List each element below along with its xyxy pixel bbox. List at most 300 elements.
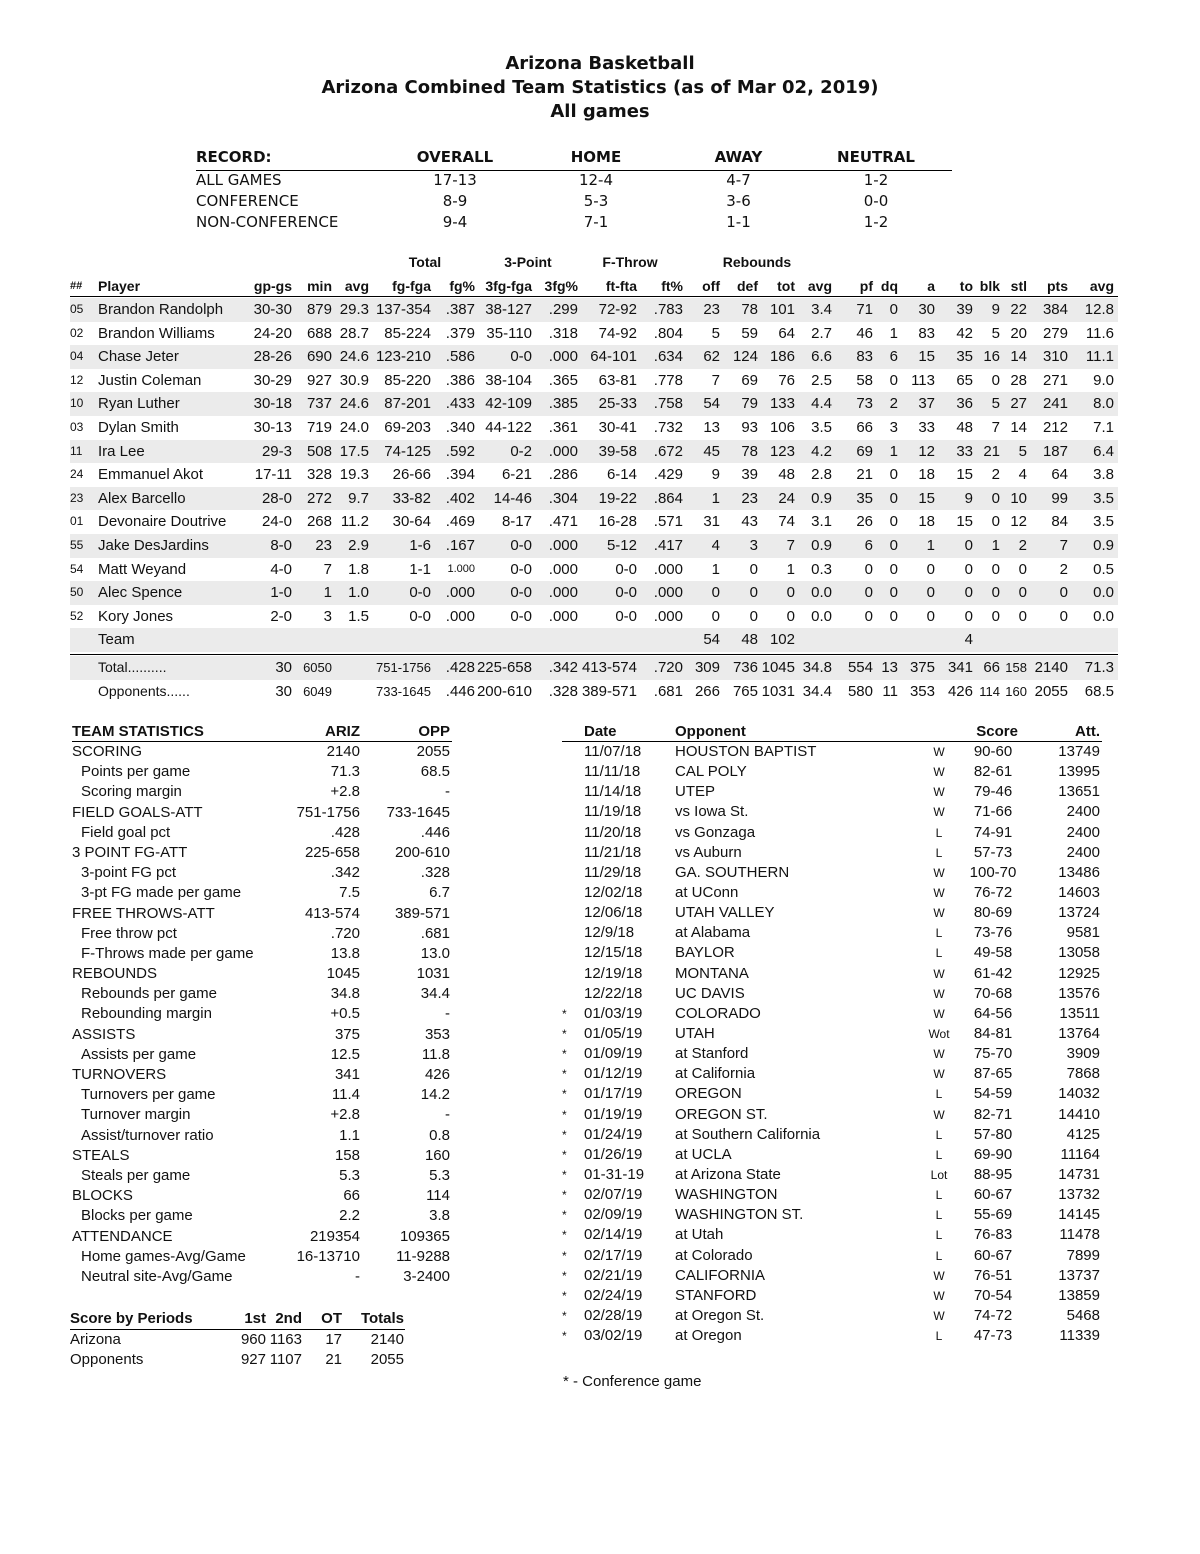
player-cell: 3 [889, 419, 898, 436]
player-cell: 0 [926, 560, 935, 578]
player-cell: 1.5 [348, 607, 369, 625]
team-stat-row [72, 782, 452, 802]
game-score: 84-81 [973, 1024, 1013, 1042]
player-cell: 4 [711, 537, 720, 554]
periods-cell: 2140 [370, 1331, 404, 1348]
player-row [70, 534, 1118, 558]
player-cell: 39 [956, 301, 973, 318]
game-attendance: 13859 [1058, 1286, 1100, 1304]
player-cell: 54 [70, 561, 84, 576]
player-cell: 186 [769, 348, 795, 366]
schedule-row [562, 1004, 1102, 1024]
team-stat-label: FIELD GOALS-ATT [72, 803, 203, 821]
game-opponent: WASHINGTON ST. [675, 1206, 804, 1224]
player-cell: 30-41 [598, 419, 637, 436]
player-cell: 0 [711, 607, 720, 625]
player-cell: 24-20 [253, 324, 292, 342]
game-attendance: 7868 [1066, 1065, 1100, 1083]
column-header: pf [859, 278, 873, 294]
player-cell: 0 [1059, 607, 1068, 625]
player-cell: Jake DesJardins [98, 537, 209, 554]
player-cell: 8.0 [1093, 395, 1114, 413]
player-cell: 04 [70, 349, 84, 364]
game-result: Wot [928, 1026, 950, 1041]
game-result: W [933, 785, 945, 800]
periods-cell: Arizona [70, 1331, 121, 1348]
player-cell: 12.8 [1084, 301, 1114, 318]
player-cell: .342 [548, 659, 578, 676]
schedule-row [562, 1044, 1102, 1064]
player-cell: 2.7 [811, 324, 832, 342]
schedule-row [562, 1125, 1102, 1145]
player-cell: 74 [778, 513, 795, 531]
player-cell: 16 [983, 348, 1000, 366]
player-cell: 113 [911, 371, 935, 389]
team-stat-opp: 0.8 [429, 1126, 450, 1144]
schedule-row [562, 1326, 1102, 1346]
player-cell: 0-2 [510, 442, 532, 460]
player-cell: 5 [711, 324, 720, 342]
player-cell: .778 [653, 371, 683, 389]
team-stat-ariz: 13.8 [330, 944, 360, 962]
record-cell: 1-2 [863, 213, 889, 231]
player-cell: 66 [856, 419, 873, 436]
game-score: 75-70 [973, 1045, 1013, 1063]
record-cell: 9-4 [442, 213, 468, 231]
player-cell: 71.3 [1084, 659, 1114, 676]
player-cell: 64 [778, 324, 795, 342]
team-stat-label: Rebounding margin [81, 1005, 212, 1023]
record-row [196, 171, 952, 192]
player-cell: Justin Coleman [98, 371, 202, 389]
player-cell: 4 [964, 631, 973, 649]
conference-marker: * [562, 1107, 567, 1122]
player-cell: 45 [703, 442, 720, 460]
player-cell: .299 [548, 301, 578, 318]
player-cell: 0 [1018, 560, 1027, 578]
player-cell: 106 [769, 419, 795, 436]
player-cell: 26 [856, 513, 873, 531]
game-result: W [933, 1308, 945, 1323]
schedule-header: Opponent [675, 723, 746, 740]
team-stat-ariz: 66 [343, 1187, 360, 1205]
player-cell: 0.9 [811, 489, 832, 507]
schedule-header-row [562, 723, 1102, 742]
player-cell: 123 [769, 442, 795, 460]
schedule-row [562, 742, 1102, 762]
game-date: 02/24/19 [584, 1286, 643, 1304]
player-cell: 6050 [303, 660, 332, 675]
team-stat-ariz: .720 [330, 924, 360, 942]
player-cell: 3 [323, 607, 332, 625]
column-header: dq [880, 278, 898, 294]
game-result: W [933, 966, 945, 981]
record-header-cell: RECORD: [196, 148, 272, 166]
game-score: 57-73 [973, 843, 1013, 861]
record-header-cell: OVERALL [416, 148, 494, 166]
game-opponent: vs Iowa St. [675, 803, 749, 821]
column-header: Player [98, 278, 141, 294]
game-attendance: 13749 [1058, 743, 1100, 760]
game-attendance: 14731 [1058, 1165, 1100, 1183]
player-cell: 02 [70, 325, 84, 340]
player-row [70, 656, 1118, 680]
periods-row [70, 1350, 405, 1370]
player-cell: 0-0 [615, 584, 637, 602]
game-opponent: at UConn [675, 883, 739, 901]
team-stat-label: Free throw pct [81, 924, 177, 942]
schedule-table [562, 723, 1102, 1346]
team-stat-ariz: 341 [334, 1066, 360, 1083]
player-cell: 266 [694, 682, 720, 700]
player-cell: 1 [323, 584, 332, 602]
game-date: 01/05/19 [584, 1024, 643, 1042]
game-result: W [933, 805, 945, 820]
game-score: 74-72 [973, 1306, 1013, 1324]
game-attendance: 4125 [1066, 1125, 1100, 1143]
player-row [70, 558, 1118, 582]
player-cell: 0 [991, 371, 1000, 389]
schedule-row [562, 1286, 1102, 1306]
player-cell: 7.1 [1093, 419, 1114, 436]
player-cell: 688 [306, 324, 332, 342]
record-header-row [196, 148, 952, 171]
player-cell: 79 [741, 395, 758, 413]
player-cell: 271 [1042, 371, 1068, 389]
team-stat-ariz: 71.3 [330, 763, 360, 781]
player-cell: .864 [653, 489, 683, 507]
player-cell: 0-0 [510, 607, 532, 625]
team-stat-opp: 389-571 [394, 904, 450, 922]
conference-marker: * [562, 1288, 567, 1303]
player-cell: 241 [1042, 395, 1068, 413]
player-cell: 42-109 [485, 395, 532, 413]
team-stat-label: Assist/turnover ratio [81, 1126, 214, 1144]
player-cell: .340 [445, 419, 475, 436]
player-cell: 14-46 [493, 489, 532, 507]
team-stat-row [72, 1227, 452, 1247]
team-stat-label: Turnover margin [81, 1106, 191, 1124]
player-cell: 0 [926, 584, 935, 602]
player-cell: 35 [856, 489, 873, 507]
column-header: avg [1089, 278, 1114, 294]
player-cell: Dylan Smith [98, 419, 179, 436]
player-cell: 160 [1005, 683, 1027, 699]
game-score: 76-72 [973, 883, 1013, 901]
record-cell: 5-3 [583, 192, 609, 210]
game-opponent: at Alabama [675, 924, 751, 942]
game-result: W [933, 986, 945, 1001]
player-cell: 68.5 [1084, 682, 1114, 700]
team-stat-row [72, 1247, 452, 1267]
player-cell: 9 [711, 466, 720, 484]
player-cell: 26-66 [392, 466, 431, 484]
game-opponent: at Colorado [675, 1246, 753, 1264]
game-attendance: 13486 [1058, 863, 1100, 881]
game-attendance: 7899 [1066, 1246, 1100, 1264]
player-cell: 50 [70, 585, 84, 600]
game-score: 60-67 [973, 1186, 1013, 1204]
team-stat-opp: 34.4 [420, 985, 450, 1003]
team-stat-ariz: 5.3 [339, 1166, 360, 1184]
game-attendance: 2400 [1066, 803, 1100, 821]
player-cell: 0 [991, 584, 1000, 602]
player-cell: 99 [1051, 489, 1068, 507]
game-date: 01/24/19 [584, 1125, 643, 1143]
player-cell: 0 [864, 584, 873, 602]
game-opponent: at Stanford [675, 1045, 749, 1063]
game-result: W [933, 885, 945, 900]
schedule-row [562, 1266, 1102, 1286]
player-cell: 4-0 [270, 560, 292, 578]
team-stat-row [72, 762, 452, 782]
conference-marker: * [562, 1167, 567, 1182]
player-cell: 0-0 [510, 584, 532, 602]
game-score: 60-67 [973, 1246, 1013, 1264]
game-opponent: BAYLOR [675, 944, 735, 962]
player-cell: 3.8 [1093, 466, 1114, 484]
game-score: 70-54 [973, 1286, 1013, 1304]
game-date: 02/09/19 [584, 1206, 643, 1224]
game-score: 71-66 [973, 803, 1013, 821]
game-attendance: 14603 [1058, 883, 1100, 901]
player-cell: 28-26 [253, 348, 292, 366]
player-cell: 0 [786, 584, 795, 602]
player-cell: .000 [653, 560, 683, 578]
team-stat-opp: 200-610 [394, 843, 450, 861]
game-score: 90-60 [973, 743, 1013, 760]
player-cell: 0.9 [1093, 537, 1114, 554]
player-cell: .000 [548, 442, 578, 460]
player-cell: 389-571 [581, 682, 637, 700]
schedule-row [562, 1185, 1102, 1205]
game-date: 11/11/18 [584, 763, 641, 781]
player-cell: 14 [1010, 419, 1027, 436]
column-header: min [307, 278, 332, 294]
player-cell: 30-30 [253, 301, 292, 318]
player-cell: 0 [889, 584, 898, 602]
team-stat-opp: .446 [420, 823, 450, 841]
player-cell: 0 [991, 607, 1000, 625]
periods-cell: Opponents [70, 1351, 144, 1368]
player-cell: 3.5 [1093, 513, 1114, 531]
player-cell: 84 [1051, 513, 1068, 531]
team-stat-ariz: 225-658 [304, 843, 360, 861]
player-cell: 158 [1005, 660, 1027, 675]
team-stat-opp: 68.5 [420, 763, 450, 781]
player-cell: 24 [778, 489, 795, 507]
team-stat-opp: 5.3 [429, 1166, 450, 1184]
player-row [70, 440, 1118, 464]
schedule-row [562, 843, 1102, 863]
column-header: pts [1047, 278, 1068, 294]
player-cell: 133 [769, 395, 795, 413]
player-cell: 279 [1042, 324, 1068, 342]
player-cell: 0 [889, 537, 898, 554]
record-cell: 1-2 [863, 171, 889, 189]
team-stat-label: Blocks per game [81, 1207, 193, 1225]
player-cell: 01 [70, 514, 84, 529]
player-cell: 508 [306, 442, 332, 460]
player-cell: 1-1 [409, 560, 431, 578]
player-cell: 0 [889, 301, 898, 318]
player-cell: 24.0 [339, 419, 369, 436]
game-opponent: UTAH VALLEY [675, 904, 775, 922]
game-result: W [933, 1268, 945, 1283]
game-score: 61-42 [973, 964, 1013, 982]
player-cell: .471 [548, 513, 578, 531]
player-cell: 1.000 [447, 562, 475, 575]
game-date: 11/07/18 [584, 743, 642, 760]
player-cell: 0 [1059, 584, 1068, 602]
team-stat-row [72, 1105, 452, 1125]
team-stat-ariz: +2.8 [330, 783, 360, 801]
game-score: 69-90 [973, 1145, 1013, 1163]
team-stat-opp: 426 [424, 1066, 450, 1083]
player-cell: 36 [956, 395, 973, 413]
team-stat-row [72, 1126, 452, 1146]
team-stat-label: Assists per game [81, 1045, 197, 1063]
player-column-header-row [70, 276, 1118, 297]
game-score: 57-80 [973, 1125, 1013, 1143]
player-cell: 63-81 [598, 371, 637, 389]
team-stats-header: ARIZ [325, 723, 360, 740]
player-cell: .429 [653, 466, 683, 484]
team-stat-row [72, 1166, 452, 1186]
player-cell: 212 [1042, 419, 1068, 436]
player-cell: 0 [864, 607, 873, 625]
game-opponent: STANFORD [675, 1286, 757, 1304]
team-stat-label: FREE THROWS-ATT [72, 904, 215, 922]
player-cell: 64 [1051, 466, 1068, 484]
column-header: to [959, 278, 973, 294]
player-cell: 11.1 [1085, 348, 1114, 366]
record-row [196, 213, 952, 234]
team-stat-opp: 2055 [416, 743, 450, 760]
player-cell: 24.6 [339, 348, 369, 366]
player-cell: .000 [548, 584, 578, 602]
periods-cell: 21 [325, 1351, 342, 1368]
player-cell: 0.5 [1093, 560, 1114, 578]
player-cell: 0 [889, 489, 898, 507]
player-row [70, 463, 1118, 487]
player-cell: 879 [306, 301, 332, 318]
game-attendance: 2400 [1066, 823, 1100, 841]
player-row [70, 322, 1118, 346]
game-attendance: 5468 [1066, 1306, 1100, 1324]
conference-marker: * [562, 1147, 567, 1162]
conference-marker: * [562, 1127, 567, 1142]
team-stat-row [72, 843, 452, 863]
schedule-row [562, 923, 1102, 943]
score-by-periods-table [70, 1310, 405, 1370]
player-row [70, 416, 1118, 440]
player-cell: 1 [786, 560, 795, 578]
player-cell: 927 [306, 371, 332, 389]
game-opponent: UTEP [675, 783, 716, 801]
schedule-row [562, 883, 1102, 903]
periods-header-row [70, 1310, 405, 1330]
player-cell: 5-12 [606, 537, 637, 554]
team-stat-opp: 114 [426, 1187, 450, 1205]
player-cell: 85-220 [384, 371, 431, 389]
player-cell: 33 [918, 419, 935, 436]
game-date: 03/02/19 [584, 1327, 643, 1345]
schedule-row [562, 1306, 1102, 1326]
game-score: 55-69 [973, 1206, 1013, 1224]
game-attendance: 2400 [1066, 843, 1100, 861]
player-cell: .000 [548, 607, 578, 625]
game-result: Lot [930, 1167, 948, 1182]
column-header: def [737, 278, 758, 294]
player-cell: 2055 [1034, 682, 1068, 700]
player-cell: 375 [909, 659, 935, 676]
game-date: 01/03/19 [584, 1004, 643, 1022]
team-stat-ariz: 751-1756 [296, 803, 360, 821]
player-cell: Emmanuel Akot [98, 466, 204, 484]
player-cell: 0 [711, 584, 720, 602]
player-cell: 44-122 [485, 419, 532, 436]
game-attendance: 11339 [1059, 1327, 1100, 1345]
game-date: 12/06/18 [584, 904, 643, 922]
player-cell: 0.0 [811, 584, 832, 602]
team-stat-row [72, 1146, 452, 1166]
schedule-row [562, 964, 1102, 984]
game-attendance: 13995 [1058, 763, 1100, 781]
player-cell: .167 [445, 537, 475, 554]
player-cell: 30-18 [253, 395, 292, 413]
team-stat-row [72, 1206, 452, 1226]
player-cell: 33-82 [392, 489, 431, 507]
game-score: 73-76 [973, 924, 1013, 942]
record-cell: ALL GAMES [196, 171, 282, 189]
conference-marker: * [562, 1006, 567, 1021]
team-stat-opp: 1031 [416, 965, 450, 983]
game-opponent: at California [675, 1065, 756, 1083]
player-cell: 0 [991, 560, 1000, 578]
player-cell: 6-21 [501, 466, 532, 484]
column-header: ft-fta [605, 278, 637, 294]
player-cell: 5 [991, 324, 1000, 342]
player-cell: 0-0 [510, 537, 532, 554]
player-cell: 9 [991, 301, 1000, 318]
game-opponent: UTAH [675, 1024, 715, 1042]
schedule-row [562, 762, 1102, 782]
record-cell: 8-9 [442, 192, 468, 210]
player-cell: 2.8 [811, 466, 832, 484]
conference-marker: * [562, 1248, 567, 1263]
player-cell: 3.5 [811, 419, 832, 436]
team-stat-opp: .681 [420, 924, 450, 942]
player-cell: 38-127 [485, 301, 532, 318]
player-cell: 34.4 [802, 682, 832, 700]
schedule-row [562, 1165, 1102, 1185]
game-date: 01/09/19 [584, 1045, 643, 1063]
player-cell: 0 [964, 560, 973, 578]
player-cell: Team [98, 631, 135, 649]
periods-cell: 1163 [269, 1331, 302, 1348]
player-cell: .783 [653, 301, 683, 318]
team-stat-label: Turnovers per game [81, 1086, 216, 1104]
player-cell: 736 [732, 659, 758, 676]
player-cell: .387 [445, 301, 475, 318]
player-cell: 23 [315, 537, 332, 554]
player-row [70, 392, 1118, 416]
team-stat-row [72, 742, 452, 762]
player-cell: 123-210 [375, 348, 431, 366]
record-row [196, 192, 952, 213]
player-cell: 54 [703, 631, 720, 649]
